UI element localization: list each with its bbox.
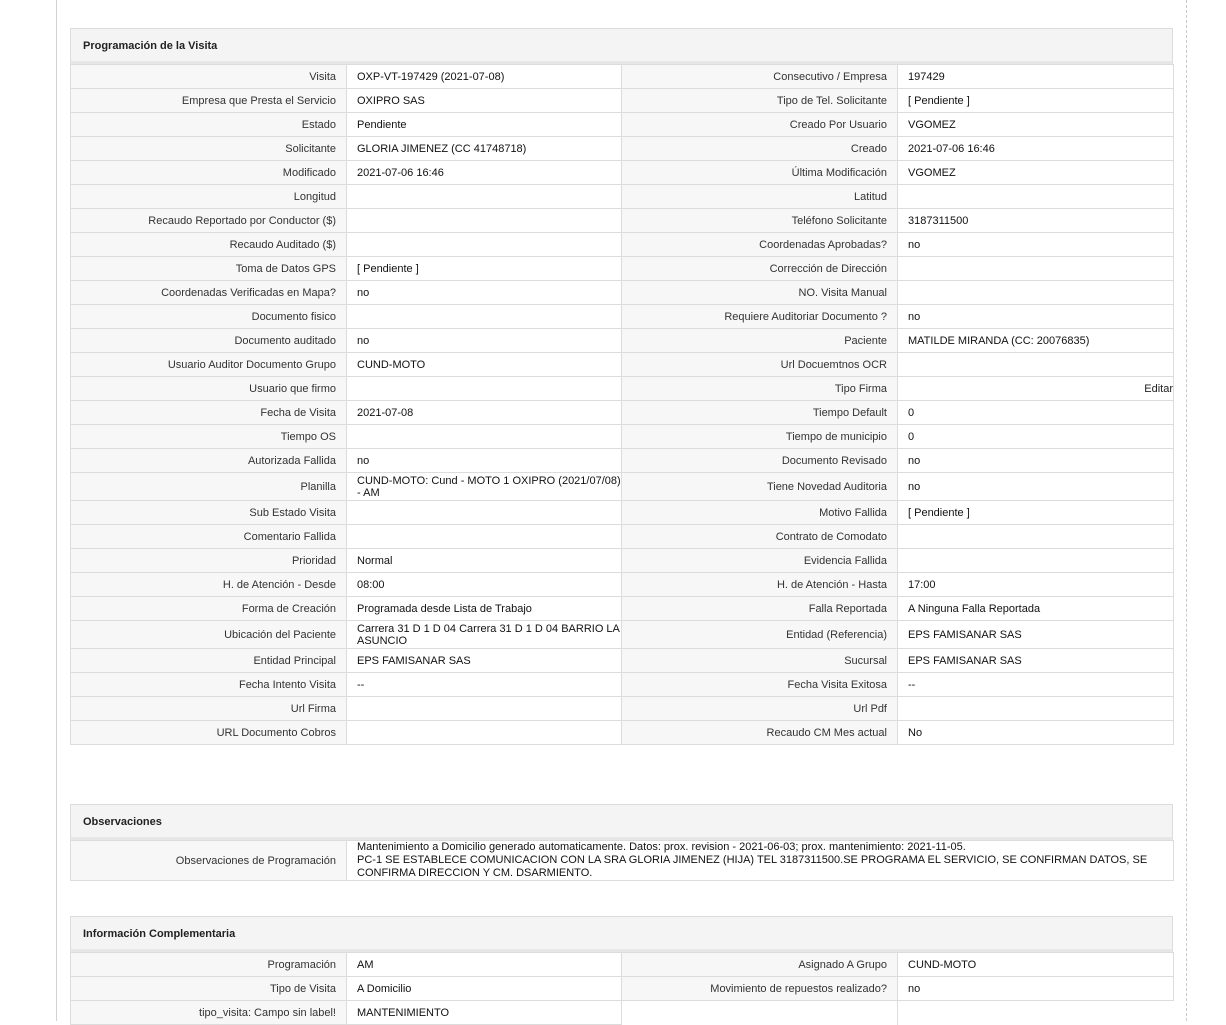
field-label <box>71 89 347 113</box>
field-value <box>347 137 622 161</box>
field-value-text: no <box>908 238 921 251</box>
field-label <box>71 573 347 597</box>
field-label <box>622 673 898 697</box>
section-title-observaciones: Observaciones <box>70 804 1173 840</box>
field-value-text: 08:00 <box>357 578 385 591</box>
field-value <box>347 649 622 673</box>
table-row <box>71 377 1174 401</box>
field-label-text: Contrato de Comodato <box>775 530 887 543</box>
table-row <box>71 721 1174 745</box>
field-label-text: Forma de Creación <box>241 602 336 615</box>
table-row <box>71 65 1174 89</box>
field-value-text: A Domicilio <box>357 982 412 995</box>
field-label <box>622 161 898 185</box>
field-value <box>898 281 1174 305</box>
field-value-text: no <box>908 480 921 493</box>
field-value-text: -- <box>908 678 916 691</box>
table-row <box>71 425 1174 449</box>
field-label-text: Paciente <box>844 334 887 347</box>
field-value <box>898 525 1174 549</box>
field-value-text: 17:00 <box>908 578 936 591</box>
field-label <box>71 137 347 161</box>
section-title-programacion: Programación de la Visita <box>70 28 1173 64</box>
field-value <box>347 425 622 449</box>
field-value <box>898 597 1174 621</box>
field-value-text: 197429 <box>908 70 945 83</box>
table-row <box>71 649 1174 673</box>
field-value <box>898 473 1174 501</box>
field-label <box>622 401 898 425</box>
field-label-text: Recaudo Auditado ($) <box>229 238 336 251</box>
field-label <box>71 185 347 209</box>
field-value <box>347 621 622 649</box>
field-label-text: Creado Por Usuario <box>789 118 887 131</box>
field-label <box>71 449 347 473</box>
field-value <box>898 305 1174 329</box>
table-row <box>71 161 1174 185</box>
field-value <box>347 501 622 525</box>
field-value-text: Programada desde Lista de Trabajo <box>357 602 532 615</box>
field-value <box>347 113 622 137</box>
field-label <box>622 209 898 233</box>
table-row <box>71 137 1174 161</box>
field-value-text: CUND-MOTO: Cund - MOTO 1 OXIPRO (2021/07/08) - AM <box>357 474 621 499</box>
table-row <box>71 697 1174 721</box>
field-value <box>347 697 622 721</box>
field-label-text: Autorizada Fallida <box>247 454 336 467</box>
field-label-text: URL Documento Cobros <box>216 726 336 739</box>
field-label-text: Planilla <box>300 480 336 493</box>
field-value-text: no <box>908 310 921 323</box>
field-value <box>347 597 622 621</box>
field-value <box>347 305 622 329</box>
field-label-text: Solicitante <box>285 142 336 155</box>
field-value <box>347 257 622 281</box>
field-label <box>622 449 898 473</box>
field-value-text: OXIPRO SAS <box>357 94 425 107</box>
field-value-text: MANTENIMIENTO <box>357 1006 450 1019</box>
field-value <box>347 161 622 185</box>
table-row <box>71 501 1174 525</box>
field-label <box>622 377 898 401</box>
editar-link[interactable]: Editar <box>1144 382 1173 395</box>
field-label <box>622 621 898 649</box>
field-label-text: Toma de Datos GPS <box>235 262 336 275</box>
field-label-text: Prioridad <box>291 554 336 567</box>
field-value-text: 0 <box>908 406 915 419</box>
field-value <box>347 329 622 353</box>
field-label-text: Entidad (Referencia) <box>786 628 887 641</box>
field-label-text: Programación <box>267 958 336 971</box>
field-label-text: Comentario Fallida <box>243 530 336 543</box>
table-row <box>71 113 1174 137</box>
field-value-text: AM <box>357 958 374 971</box>
field-label <box>71 281 347 305</box>
field-label <box>622 525 898 549</box>
field-value <box>898 209 1174 233</box>
field-value <box>347 353 622 377</box>
field-value-text: 2021-07-08 <box>357 406 414 419</box>
field-label-text: Fecha Intento Visita <box>238 678 336 691</box>
table-row <box>71 573 1174 597</box>
field-value <box>898 353 1174 377</box>
field-label <box>71 209 347 233</box>
field-value <box>898 185 1174 209</box>
observacion-line: Mantenimiento a Domicilio generado automaticamente. Datos: prox. revision - 2021-06-03; prox. mantenimiento: 2021-11-05. <box>357 841 966 853</box>
field-value <box>347 977 622 1001</box>
field-value <box>898 953 1174 977</box>
field-label <box>71 501 347 525</box>
programacion-table <box>70 64 1174 745</box>
field-value-text: [ Pendiente ] <box>908 94 970 107</box>
field-value <box>347 549 622 573</box>
field-label <box>71 953 347 977</box>
table-row <box>71 305 1174 329</box>
field-label <box>71 113 347 137</box>
field-label-text: Sub Estado Visita <box>249 506 336 519</box>
field-label-text: Tiene Novedad Auditoria <box>766 480 887 493</box>
field-label <box>622 185 898 209</box>
field-value <box>898 329 1174 353</box>
field-value-text: CUND-MOTO <box>357 358 426 371</box>
table-row <box>71 977 1174 1001</box>
field-value <box>898 549 1174 573</box>
table-row <box>71 257 1174 281</box>
table-row <box>71 549 1174 573</box>
field-label-text: Modificado <box>282 166 336 179</box>
table-row <box>71 209 1174 233</box>
field-label <box>622 353 898 377</box>
field-label-text: Empresa que Presta el Servicio <box>181 94 336 107</box>
field-label-text: Sucursal <box>844 654 887 667</box>
field-label-text: Longitud <box>293 190 336 203</box>
field-value <box>347 89 622 113</box>
field-value-text: no <box>357 454 370 467</box>
table-row <box>71 185 1174 209</box>
field-value <box>347 65 622 89</box>
table-row <box>71 449 1174 473</box>
observacion-line: PC-1 SE ESTABLECE COMUNICACION CON LA SRA GLORIA JIMENEZ (HIJA) TEL 3187311500.SE PROGRAMA EL SERVICIO, SE CONFIRMAN DATOS, SE CONFIRMA DIRECCION Y CM. DSARMIENTO. <box>357 854 1148 879</box>
field-label <box>622 977 898 1001</box>
field-value <box>898 161 1174 185</box>
field-value <box>347 525 622 549</box>
field-value-text: no <box>908 454 921 467</box>
field-label: Observaciones de Programación <box>71 841 347 881</box>
field-label <box>71 233 347 257</box>
field-label <box>71 473 347 501</box>
table-row <box>71 281 1174 305</box>
table-row <box>71 673 1174 697</box>
field-value <box>347 721 622 745</box>
field-value-text: GLORIA JIMENEZ (CC 41748718) <box>357 142 527 155</box>
field-label-text: Corrección de Dirección <box>769 262 887 275</box>
field-value-text: MATILDE MIRANDA (CC: 20076835) <box>908 334 1090 347</box>
field-label-text: Requiere Auditoriar Documento ? <box>724 310 887 323</box>
field-label <box>71 161 347 185</box>
field-label-text: Consecutivo / Empresa <box>773 70 887 83</box>
field-value <box>898 233 1174 257</box>
field-label <box>622 597 898 621</box>
field-value-text: A Ninguna Falla Reportada <box>908 602 1041 615</box>
field-label-text: Documento auditado <box>234 334 336 347</box>
field-value-text: EPS FAMISANAR SAS <box>357 654 471 667</box>
programacion-section <box>70 28 1173 745</box>
field-value <box>898 697 1174 721</box>
field-label-text: Falla Reportada <box>808 602 887 615</box>
left-border-line <box>56 0 57 1021</box>
field-label <box>71 257 347 281</box>
field-value <box>898 621 1174 649</box>
field-label <box>622 573 898 597</box>
field-label-text: Teléfono Solicitante <box>791 214 887 227</box>
field-value <box>347 953 622 977</box>
field-value-text: [ Pendiente ] <box>908 506 970 519</box>
field-label-text: Documento Revisado <box>781 454 887 467</box>
field-value <box>898 425 1174 449</box>
field-label <box>622 137 898 161</box>
field-value <box>898 673 1174 697</box>
field-label <box>71 425 347 449</box>
table-row <box>71 329 1174 353</box>
field-value-text: Carrera 31 D 1 D 04 Carrera 31 D 1 D 04 BARRIO LA ASUNCIO <box>357 622 620 647</box>
field-label <box>622 329 898 353</box>
field-value <box>898 449 1174 473</box>
field-value <box>898 649 1174 673</box>
field-label-text: Usuario Auditor Documento Grupo <box>167 358 336 371</box>
field-label-text: Asignado A Grupo <box>798 958 887 971</box>
field-value-text: OXP-VT-197429 (2021-07-08) <box>357 70 505 83</box>
observaciones-section <box>70 804 1173 881</box>
field-value <box>898 401 1174 425</box>
field-label-text: Documento fisico <box>251 310 336 323</box>
field-value <box>347 449 622 473</box>
section-title-complementaria: Información Complementaria <box>70 916 1173 952</box>
field-value <box>898 721 1174 745</box>
field-label-text: H. de Atención - Desde <box>222 578 336 591</box>
field-label <box>71 649 347 673</box>
field-value <box>898 573 1174 597</box>
field-label <box>71 305 347 329</box>
field-label-text: Motivo Fallida <box>819 506 887 519</box>
field-label-text: Recaudo CM Mes actual <box>766 726 887 739</box>
field-value-text: CUND-MOTO <box>908 958 977 971</box>
field-value <box>898 89 1174 113</box>
field-label <box>71 721 347 745</box>
field-value <box>347 281 622 305</box>
field-label-text: Estado <box>301 118 336 131</box>
field-label-text: Tiempo OS <box>280 430 336 443</box>
field-label-text: Ubicación del Paciente <box>224 628 336 641</box>
field-value <box>347 185 622 209</box>
field-label-text: Creado <box>850 142 887 155</box>
field-label <box>71 65 347 89</box>
field-label <box>71 377 347 401</box>
field-label-text: Coordenadas Aprobadas? <box>759 238 887 251</box>
field-label-text: Tiempo de municipio <box>785 430 887 443</box>
field-value <box>347 573 622 597</box>
field-label-text: tipo_visita: Campo sin label! <box>199 1006 336 1019</box>
observaciones-table <box>70 840 1174 881</box>
field-value <box>898 977 1174 1001</box>
observaciones-value <box>347 841 1174 881</box>
field-value-text: EPS FAMISANAR SAS <box>908 628 1022 641</box>
field-value <box>898 501 1174 525</box>
field-label-text: Latitud <box>853 190 887 203</box>
table-row <box>71 621 1174 649</box>
field-value-text: no <box>908 982 921 995</box>
field-label <box>622 501 898 525</box>
complementaria-section <box>70 916 1173 1025</box>
field-label <box>622 305 898 329</box>
field-label-text: Visita <box>309 70 336 83</box>
table-row <box>71 953 1174 977</box>
table-row <box>71 473 1174 501</box>
field-value-text: [ Pendiente ] <box>357 262 419 275</box>
table-row <box>71 597 1174 621</box>
field-label <box>622 697 898 721</box>
field-value-text: EPS FAMISANAR SAS <box>908 654 1022 667</box>
field-label-text: Url Firma <box>290 702 336 715</box>
field-label <box>71 673 347 697</box>
field-value-text: 3187311500 <box>908 214 969 227</box>
field-value <box>898 137 1174 161</box>
field-label <box>71 329 347 353</box>
field-value <box>898 65 1174 89</box>
table-row <box>71 525 1174 549</box>
field-value <box>898 113 1174 137</box>
field-value <box>898 257 1174 281</box>
field-label <box>622 953 898 977</box>
field-value <box>347 473 622 501</box>
field-value-text: 0 <box>908 430 915 443</box>
field-label <box>622 281 898 305</box>
field-value <box>898 377 1174 401</box>
field-label <box>71 597 347 621</box>
field-label-text: Última Modificación <box>791 166 887 179</box>
field-label-text: NO. Visita Manual <box>798 286 887 299</box>
field-label-text: H. de Atención - Hasta <box>776 578 887 591</box>
field-label-text: Entidad Principal <box>253 654 336 667</box>
field-label <box>622 649 898 673</box>
field-label-text: Tipo Firma <box>834 382 887 395</box>
field-value <box>347 401 622 425</box>
table-row <box>71 401 1174 425</box>
field-label-text: Usuario que firmo <box>249 382 336 395</box>
field-label <box>71 549 347 573</box>
field-value <box>347 209 622 233</box>
field-label <box>622 425 898 449</box>
field-label <box>71 977 347 1001</box>
field-label <box>622 257 898 281</box>
field-label <box>622 233 898 257</box>
table-row <box>71 233 1174 257</box>
field-value <box>347 673 622 697</box>
field-label-text: Tipo de Visita <box>269 982 336 995</box>
field-label <box>622 89 898 113</box>
field-value-text: VGOMEZ <box>908 118 956 131</box>
field-value-text: -- <box>357 678 365 691</box>
field-label <box>71 353 347 377</box>
table-row <box>71 353 1174 377</box>
field-label <box>622 113 898 137</box>
field-value-text: 2021-07-06 16:46 <box>357 166 444 179</box>
field-label-text: Url Docuemtnos OCR <box>780 358 887 371</box>
field-label <box>622 721 898 745</box>
field-value-text: no <box>357 286 370 299</box>
field-label <box>622 65 898 89</box>
field-label-text: Recaudo Reportado por Conductor ($) <box>148 214 336 227</box>
field-label-text: Tipo de Tel. Solicitante <box>776 94 887 107</box>
field-label-text: Fecha Visita Exitosa <box>787 678 887 691</box>
field-label-text: Coordenadas Verificadas en Mapa? <box>161 286 336 299</box>
right-dashed-border <box>1186 0 1187 1021</box>
field-label-text: Url Pdf <box>853 702 887 715</box>
field-label <box>71 525 347 549</box>
field-value-text: Pendiente <box>357 118 407 131</box>
field-label-text: Fecha de Visita <box>260 406 336 419</box>
field-value <box>347 377 622 401</box>
field-value-text: no <box>357 334 370 347</box>
field-label <box>622 473 898 501</box>
field-value-text: Normal <box>357 554 393 567</box>
field-label <box>622 549 898 573</box>
field-value <box>347 233 622 257</box>
complementaria-table <box>70 952 1174 1025</box>
field-value-text: 2021-07-06 16:46 <box>908 142 995 155</box>
table-row <box>71 89 1174 113</box>
field-label-text: Movimiento de repuestos realizado? <box>710 982 887 995</box>
field-value-text: No <box>908 726 923 739</box>
table-row <box>71 841 1174 881</box>
field-label <box>71 621 347 649</box>
field-label <box>71 697 347 721</box>
field-label-text: Evidencia Fallida <box>803 554 887 567</box>
field-label <box>71 401 347 425</box>
field-value-text: VGOMEZ <box>908 166 956 179</box>
field-label-text: Tiempo Default <box>812 406 887 419</box>
